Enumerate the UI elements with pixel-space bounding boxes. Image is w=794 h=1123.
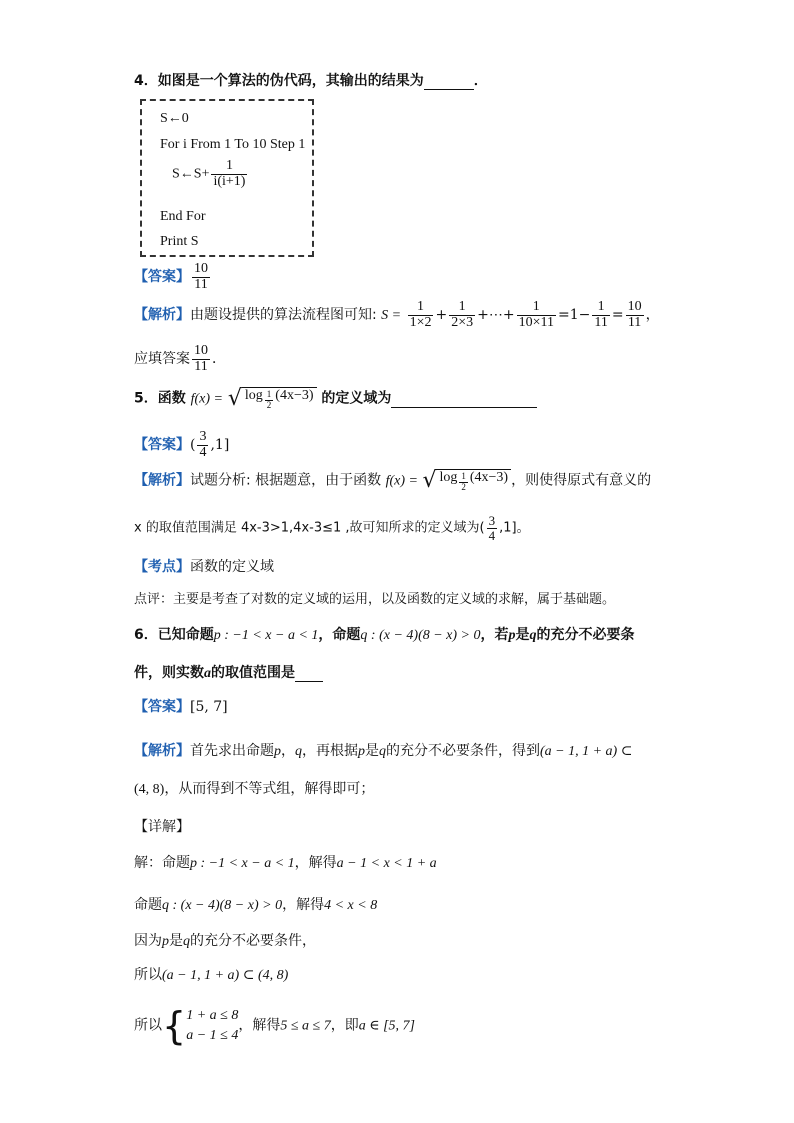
q6-analysis-line2: (4, 8)，从而得到不等式组，解得即可； <box>134 781 375 797</box>
code-line-4: End For <box>160 209 206 224</box>
answer-blank <box>424 73 474 90</box>
q6-analysis: 【解析】首先求出命题p，q，再根据p是q的充分不必要条件，得到(a − 1, 1 + a) ⊂ <box>134 743 633 759</box>
q4-stem: 4．如图是一个算法的伪代码，其输出的结果为 ． <box>134 73 488 89</box>
q6-solution-line5: 所以{ 1 + a ≤ 8 a − 1 ≤ 4 ，解得5 ≤ a ≤ 7，即a ∈ [5, 7] <box>134 1003 415 1048</box>
q4-analysis: 【解析】由题设提供的算法流程图可知: S = $\frac{1}{1\times 2}$ + $\frac{1}{2\times 3}$ +⋯+ $\frac{1}{10\times 11}$ =1− $\frac{1}{11}$ = $\frac{10}{11}$ ， <box>134 299 660 330</box>
code-line-1: S←0 <box>160 111 189 126</box>
q6-detail-tag: 【详解】 <box>134 819 190 835</box>
q5-comment: 点评：主要是考查了对数的定义域的运用，以及函数的定义域的求解，属于基础题。 <box>134 592 616 607</box>
pseudocode-box <box>140 99 314 257</box>
q6-stem: 6．已知命题p : −1 < x − a < 1，命题q : (x − 4)(8 − x) > 0，若p是q的充分不必要条 <box>134 627 635 643</box>
q6-solution-line3: 因为p是q的充分不必要条件， <box>134 933 316 949</box>
code-line-5: Print S <box>160 234 199 249</box>
q5-answer: 【答案】( $\frac{3}{4}$ ,1] <box>134 429 230 460</box>
q6-solution-line2: 命题q : (x − 4)(8 − x) > 0，解得4 < x < 8 <box>134 897 378 913</box>
brace-icon: { <box>162 1003 187 1048</box>
code-line-3: S←S+ $\frac{1}{i(i+1)}$ <box>172 158 246 189</box>
q5-analysis-line2: x 的取值范围满足 4x-3>1,4x-3≤1 ,故可知所求的定义域为( $\frac{3}{4}$ ,1]。 <box>134 513 530 543</box>
q5-stem: 5．函数 f(x) = √ log $_{\frac{1}{2}}$ (4x−3) 的定义域为 <box>134 386 537 411</box>
q4-fill: 应填答案 $\frac{10}{11}$ ． <box>134 343 226 374</box>
q6-stem-line2: 件，则实数a的取值范围是 <box>134 662 323 682</box>
answer-blank <box>295 665 323 682</box>
q6-solution-line1: 解：命题p : −1 < x − a < 1，解得a − 1 < x < 1 + a <box>134 855 437 871</box>
q5-analysis: 【解析】试题分析: 根据题意，由于函数 f(x) = √ log $_{\frac{1}{2}}$ (4x−3) ，则使得原式有意义的 <box>134 468 652 493</box>
code-line-2: For i From 1 To 10 Step 1 <box>160 137 306 152</box>
q6-solution-line4: 所以(a − 1, 1 + a) ⊂ (4, 8) <box>134 967 289 983</box>
q4-answer: 【答案】 $\frac{10}{11}$ <box>134 261 208 292</box>
q6-answer: 【答案】[5, 7] <box>134 699 228 715</box>
answer-blank <box>391 391 537 408</box>
q5-point: 【考点】函数的定义域 <box>134 559 274 575</box>
